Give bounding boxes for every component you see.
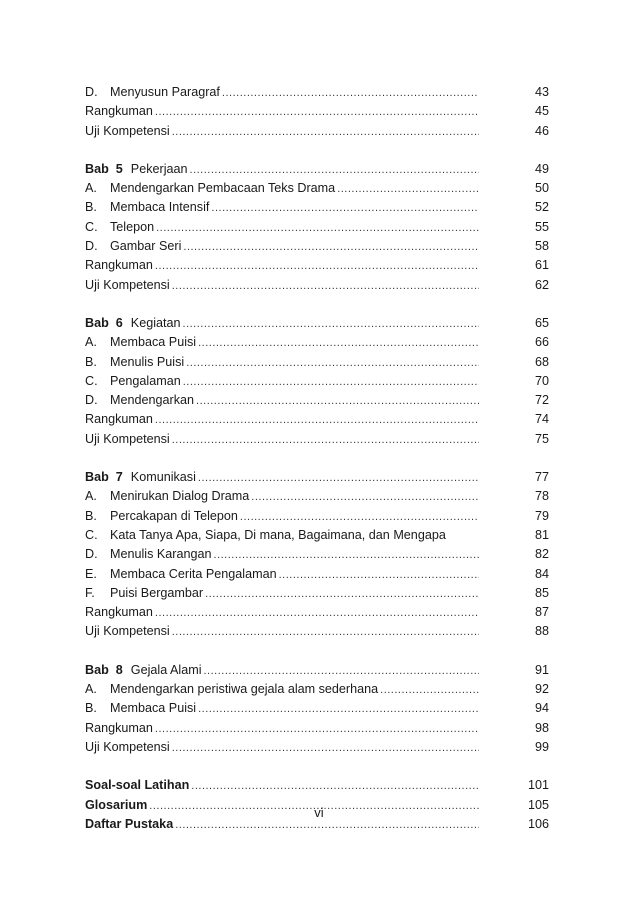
toc-entry-label [85,83,220,102]
toc-entry-title: Komunikasi [130,470,196,485]
toc-entry [85,680,549,699]
toc-entry [85,661,549,680]
toc-entry [85,584,549,603]
toc-entry-marker: A. [85,489,97,504]
toc-entry-label [85,276,170,295]
toc-page-number: 105 [527,797,549,812]
toc-entry-title: Rangkuman [85,104,153,119]
toc-entry-title: Rangkuman [85,720,153,735]
toc-entry [85,487,549,506]
toc-entry-marker: A. [85,335,97,350]
toc-entry [85,430,549,449]
dot-leader [186,354,479,373]
toc-entry-title: Percakapan di Telepon [110,508,238,523]
toc-entry-title: Membaca Puisi [110,701,197,716]
toc-entry [85,218,549,237]
toc-entry-title: Pekerjaan [130,161,188,176]
toc-entry [85,83,549,102]
toc-entry-marker: A. [85,682,97,697]
toc-entry-label [85,507,238,526]
toc-entry [85,545,549,564]
toc-page-number: 50 [534,181,549,196]
toc-entry-marker: C. [85,527,98,542]
toc-entry-title: Uji Kompetensi [85,739,170,754]
toc-page-number: 70 [534,373,549,388]
dot-leader [190,161,479,180]
toc-entry-marker: C. [85,373,98,388]
toc-entry-label [85,314,181,333]
toc-page-number: 61 [534,258,549,273]
toc-entry [85,276,549,295]
dot-leader [172,123,479,142]
toc-entry [85,622,549,641]
dot-leader [172,739,479,758]
dot-leader [172,431,479,450]
toc-page-number: 78 [534,489,549,504]
toc-page-number: 92 [534,682,549,697]
toc-entry [85,468,549,487]
toc-page-number: 72 [534,393,549,408]
toc-entry-title: Telepon [110,219,155,234]
toc-entry-title: Pengalaman [110,373,181,388]
toc-entry-label [85,603,153,622]
toc-entry-label [85,545,212,564]
toc-entry [85,699,549,718]
toc-entry [85,565,549,584]
toc-entry-title: Mendengarkan peristiwa gejala alam sederhana [110,682,379,697]
toc-entry-title: Rangkuman [85,412,153,427]
toc-entry [85,333,549,352]
toc-page-number: 66 [534,335,549,350]
toc-entry [85,776,549,795]
toc-entry-title: Mendengarkan [110,393,195,408]
toc-entry-title: Menulis Puisi [110,354,185,369]
toc-entry-label [85,179,335,198]
toc-entry-title: Uji Kompetensi [85,431,170,446]
toc-entry [85,372,549,391]
toc-entry-title: Soal-soal Latihan [85,778,190,793]
toc-page-number: 87 [534,605,549,620]
toc-page-number: 79 [534,508,549,523]
chapter-number: Bab 8 [85,662,123,677]
toc-entry-marker: D. [85,85,98,99]
dot-leader [172,623,479,642]
toc-page-number: 52 [534,200,549,215]
toc-entry-label [85,102,153,121]
dot-leader [196,392,479,411]
toc-entry-label [85,218,154,237]
toc-entry-label [85,391,194,410]
dot-leader [183,238,479,257]
toc-entry-label [85,160,188,179]
dot-leader [337,180,479,199]
toc-entry-title: Menulis Karangan [110,547,212,562]
toc-entry [85,507,549,526]
chapter-number: Bab 7 [85,470,123,485]
toc-entry [85,314,549,333]
dot-leader [198,700,479,719]
toc-entry-title: Uji Kompetensi [85,123,170,138]
dot-leader [214,546,479,565]
dot-leader [198,469,479,488]
toc-page-number: 43 [534,85,549,99]
toc-entry-marker: D. [85,239,98,254]
toc-entry-title: Kegiatan [130,315,181,330]
toc-entry [85,198,549,217]
toc-entry-title: Kata Tanya Apa, Siapa, Di mana, Bagaimana, dan Mengapa [110,527,446,542]
toc-entry-label [85,719,153,738]
toc-entry-marker: B. [85,354,97,369]
dot-leader [183,373,479,392]
toc-entry [85,179,549,198]
toc-page-number: 85 [534,585,549,600]
toc-entry [85,603,549,622]
toc-entry-label [85,237,181,256]
toc-entry-marker: F. [85,585,95,600]
toc-page-number: 94 [534,701,549,716]
toc-entry-label [85,353,184,372]
page-number: vi [314,805,324,820]
toc-entry-label [85,680,378,699]
toc-entry [85,410,549,429]
toc-entry-label [85,526,446,545]
toc-entry-title: Puisi Bergambar [110,585,204,600]
toc-page-number: 62 [534,277,549,292]
toc-entry [85,237,549,256]
toc-entry-marker: B. [85,508,97,523]
toc-entry-label [85,699,196,718]
toc-entry-label [85,333,196,352]
dot-leader [204,662,480,681]
dot-leader [191,777,479,796]
toc-entry-title: Uji Kompetensi [85,277,170,292]
toc-entry [85,102,549,121]
toc-entry-label [85,584,203,603]
dot-leader [155,411,479,430]
dot-leader [155,604,479,623]
toc-page-number: 101 [527,778,549,793]
dot-leader [172,277,479,296]
toc-entry-title: Daftar Pustaka [85,816,174,831]
toc-entry-title: Membaca Puisi [110,335,197,350]
table-of-contents [85,83,549,834]
toc-entry-title: Menyusun Paragraf [110,85,220,99]
toc-entry-title: Uji Kompetensi [85,624,170,639]
toc-page-number: 81 [534,527,549,542]
toc-page-number: 55 [534,219,549,234]
toc-entry-label [85,487,249,506]
toc-page-number: 99 [534,739,549,754]
toc-entry-title: Glosarium [85,797,148,812]
toc-entry-marker: A. [85,181,97,196]
toc-page-number: 65 [534,315,549,330]
toc-page-number: 75 [534,431,549,446]
toc-entry-label [85,622,170,641]
toc-entry-marker: B. [85,701,97,716]
dot-leader [211,199,479,218]
toc-entry-marker: E. [85,566,97,581]
toc-entry-label [85,122,170,141]
toc-entry-label [85,430,170,449]
dot-leader [240,508,479,527]
toc-page-number: 68 [534,354,549,369]
toc-entry-marker: D. [85,547,98,562]
dot-leader [279,566,479,585]
toc-page-number: 98 [534,720,549,735]
toc-entry-title: Mendengarkan Pembacaan Teks Drama [110,181,336,196]
dot-leader [183,315,479,334]
toc-entry-label [85,661,202,680]
toc-entry-label [85,776,189,795]
toc-entry-marker: C. [85,219,98,234]
toc-page-number: 77 [534,470,549,485]
dot-leader [155,720,479,739]
dot-leader [155,103,479,122]
dot-leader [380,681,479,700]
toc-entry-title: Rangkuman [85,258,153,273]
toc-entry-label [85,565,277,584]
toc-entry-label [85,468,196,487]
toc-entry-title: Menirukan Dialog Drama [110,489,250,504]
toc-entry-title: Membaca Cerita Pengalaman [110,566,277,581]
toc-page-number: 74 [534,412,549,427]
toc-page-number: 46 [534,123,549,138]
toc-entry [85,391,549,410]
toc-page-number: 106 [527,816,549,831]
toc-page-number: 45 [534,104,549,119]
toc-entry [85,738,549,757]
chapter-number: Bab 6 [85,315,123,330]
dot-leader [251,488,479,507]
toc-entry-title: Membaca Intensif [110,200,210,215]
toc-entry-title: Gejala Alami [130,662,202,677]
dot-leader [222,84,479,103]
toc-entry-label [85,372,181,391]
toc-page-number: 88 [534,624,549,639]
toc-entry-title: Rangkuman [85,605,153,620]
dot-leader [155,257,479,276]
toc-entry-marker: B. [85,200,97,215]
toc-entry [85,122,549,141]
toc-entry-label [85,738,170,757]
toc-page-number: 82 [534,547,549,562]
toc-entry [85,526,549,545]
toc-entry-label [85,198,209,217]
toc-entry-marker: D. [85,393,98,408]
toc-entry [85,719,549,738]
chapter-number: Bab 5 [85,161,123,176]
dot-leader [198,334,479,353]
toc-entry [85,353,549,372]
dot-leader [156,219,479,238]
toc-entry [85,160,549,179]
toc-entry-title: Gambar Seri [110,239,182,254]
toc-entry [85,256,549,275]
toc-entry-label [85,256,153,275]
toc-page-number: 49 [534,161,549,176]
toc-page-number: 58 [534,239,549,254]
toc-page-number: 84 [534,566,549,581]
dot-leader [205,585,479,604]
toc-entry-label [85,410,153,429]
toc-page-number: 91 [534,662,549,677]
